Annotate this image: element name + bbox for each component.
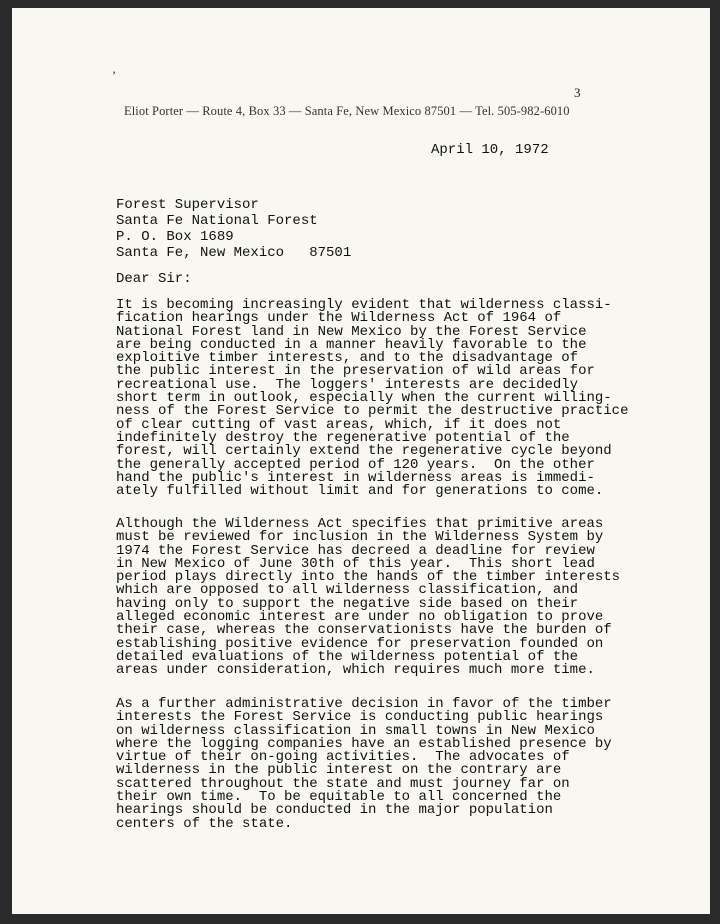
- text-line: the public interest in the preservation of wild areas for: [116, 363, 595, 380]
- text-line: period plays directly into the hands of the timber interests: [116, 569, 621, 586]
- text-line: indefinitely destroy the regenerative potential of the: [116, 429, 570, 446]
- text-line: having only to support the negative side based on their: [116, 595, 579, 612]
- text-line: hand the public's interest in wilderness areas is immedi-: [116, 469, 595, 486]
- text-line: fication hearings under the Wilderness Act of 1964 of: [116, 310, 562, 327]
- text-line: their own time. To be equitable to all concerned the: [116, 789, 562, 806]
- text-line: establishing positive evidence for preservation founded on: [116, 635, 604, 652]
- text-line: which are opposed to all wilderness classification, and: [116, 582, 579, 599]
- letter-page: [12, 8, 710, 914]
- text-line: ately fulfilled without limit and for generations to come.: [116, 483, 604, 500]
- text-line: wilderness in the public interest on the contrary are: [116, 762, 562, 779]
- text-line: exploitive timber interests, and to the disadvantage of: [116, 350, 579, 367]
- text-line: where the logging companies have an established presence by: [116, 735, 612, 752]
- text-line: Although the Wilderness Act specifies that primitive areas: [116, 516, 604, 532]
- text-line: on wilderness classification in small towns in New Mexico: [116, 722, 595, 739]
- text-line: hearings should be conducted in the major population: [116, 802, 553, 819]
- text-line: centers of the state.: [116, 815, 293, 832]
- address-line: P. O. Box 1689: [116, 229, 234, 245]
- page-number: 3: [574, 85, 581, 100]
- text-line: It is becoming increasingly evident that wilderness classi-: [116, 297, 612, 313]
- address-line: Santa Fe, New Mexico 87501: [116, 245, 352, 261]
- text-line: National Forest land in New Mexico by the Forest Service: [116, 323, 587, 340]
- text-line: must be reviewed for inclusion in the Wilderness System by: [116, 529, 604, 546]
- text-line: areas under consideration, which requires much more time.: [116, 662, 595, 679]
- body-paragraph-1: [116, 299, 636, 498]
- text-line: scattered throughout the state and must journey far on: [116, 775, 570, 792]
- text-line: in New Mexico of June 30th of this year. This short lead: [116, 555, 595, 572]
- text-line: virtue of their on-going activities. The advocates of: [116, 749, 570, 766]
- text-line: are being conducted in a manner heavily favorable to the: [116, 336, 587, 353]
- address-line: Santa Fe National Forest: [116, 213, 318, 229]
- text-line: detailed evaluations of the wilderness potential of the: [116, 648, 579, 665]
- text-line: alleged economic interest are under no obligation to prove: [116, 609, 604, 626]
- text-line: recreational use. The loggers' interests are decidedly: [116, 376, 579, 393]
- letterhead: Eliot Porter — Route 4, Box 33 — Santa Fe, New Mexico 87501 — Tel. 505-982-6010: [124, 104, 570, 118]
- letter-date: April 10, 1972: [431, 142, 549, 158]
- salutation: Dear Sir:: [116, 271, 192, 287]
- text-line: As a further administrative decision in favor of the timber: [116, 696, 612, 712]
- text-line: the generally accepted period of 120 years. On the other: [116, 456, 595, 473]
- text-line: ness of the Forest Service to permit the destructive practice: [116, 403, 629, 420]
- address-line: Forest Supervisor: [116, 197, 259, 213]
- text-line: interests the Forest Service is conducting public hearings: [116, 709, 604, 726]
- text-line: of clear cutting of vast areas, which, if it does not: [116, 416, 562, 433]
- page-mark: ’: [112, 68, 116, 82]
- text-line: their case, whereas the conservationists have the burden of: [116, 622, 612, 639]
- text-line: 1974 the Forest Service has decreed a deadline for review: [116, 542, 595, 559]
- recipient-address: [116, 197, 351, 261]
- body-paragraph-3: [116, 698, 636, 831]
- text-line: forest, will certainly extend the regenerative cycle beyond: [116, 443, 612, 460]
- text-line: short term in outlook, especially when the current willing-: [116, 390, 612, 407]
- body-paragraph-2: [116, 518, 636, 678]
